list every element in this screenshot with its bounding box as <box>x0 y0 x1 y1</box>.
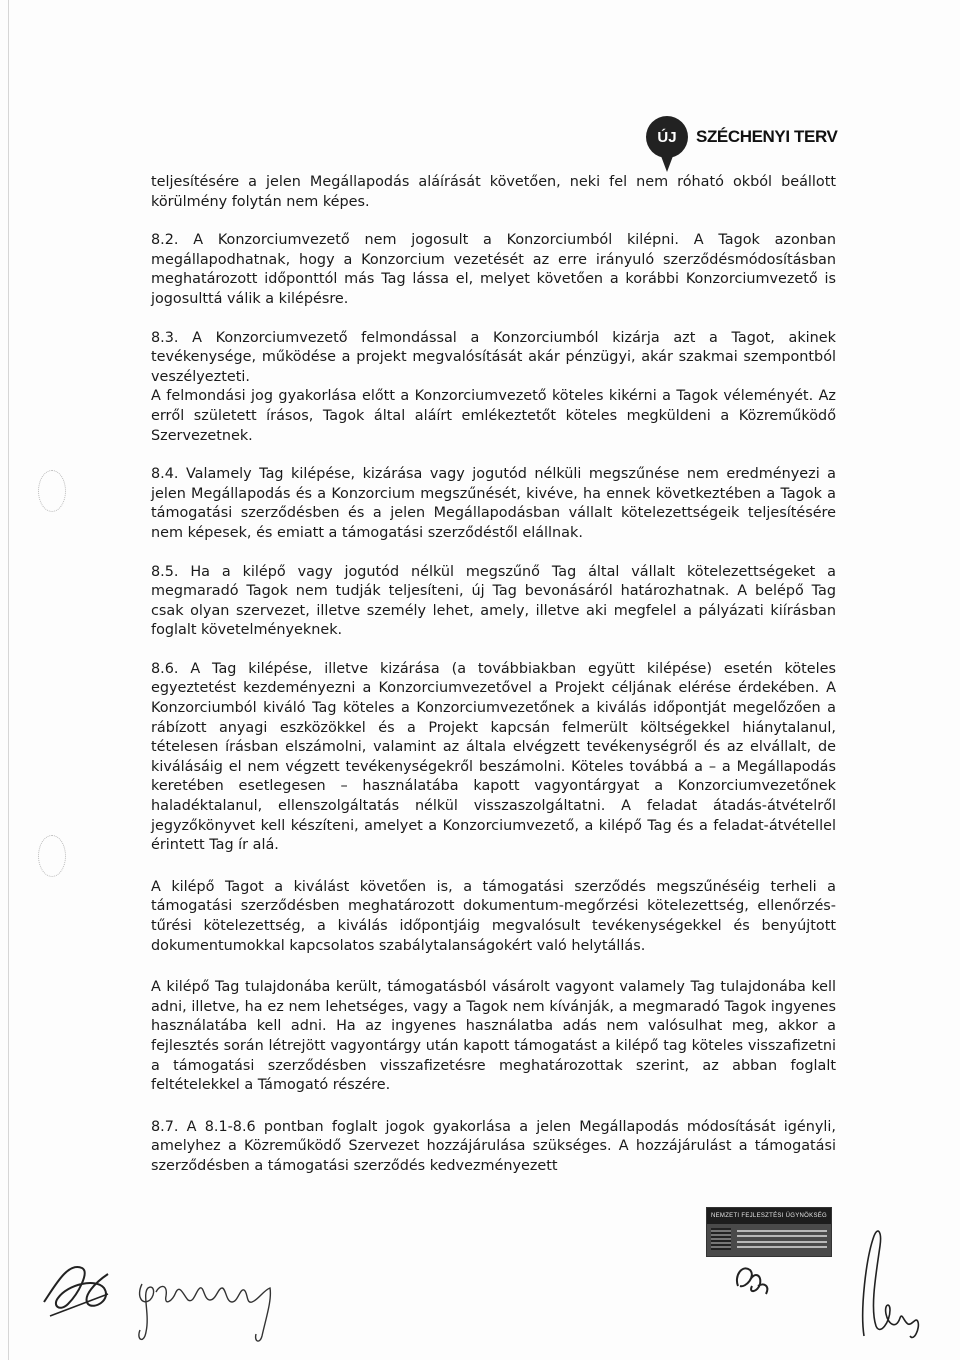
szechenyi-terv-logo <box>646 116 837 158</box>
paragraph-8-6: 8.6. A Tag kilépése, illetve kizárása (a továbbiakban együtt kilépése) esetén köteles egyeztetést kezdeményezni a Konzorciumvezetővel a Projekt céljának elérése érdekében. A Konzorciumból kiváló Tag köteles a Konzorciumvezetőnek a kiválás időpontját megelőzően a rábízott anyagi eszközökkel és a Projekt kapcsán felmerült költségekkel hiánytalanul, tételesen írásban elszámolni, valamint az általa elvégzett tevékenységről és az elvállalt, de kiválásáig el nem végzett tevékenységekről beszámolni. Köteles továbbá a – a Megállapodás keretében esetlegesen – használatába kapott vagyontárgyat a Konzorciumvezetőnek haladéktalanul, ellenszolgáltatás nélkül visszaszolgáltatni. A feladat átadás-átvételről jegyzőkönyvet kell készíteni, amelyet a Konzorciumvezető, a kilépő Tag és a feladat-átvétellel érintett Tag ír alá. <box>151 660 836 854</box>
plaque-small-print <box>737 1228 827 1250</box>
document-body <box>151 173 836 1177</box>
paragraph-8-2: 8.2. A Konzorciumvezető nem jogosult a Konzorciumból kilépni. A Tagok azonban megállapodhatnak, hogy a Konzorcium vezetését az erre irányuló szerződésmódosításban meghatározott időponttól más Tag lássa el, melyet követően a korábbi Konzorciumvezető is jogosulttá válik a kilépésre. <box>151 232 836 307</box>
page-edge-line <box>8 0 9 1360</box>
eu-funding-plaque <box>706 1207 832 1257</box>
paragraph-continuation: teljesítésére a jelen Megállapodás aláírását követően, neki fel nem róható okból beállott körülmény folytán nem képes. <box>151 174 836 210</box>
flag-icon <box>711 1228 731 1250</box>
paragraph-8-3: 8.3. A Konzorciumvezető felmondással a Konzorciumból kizárja azt a Tagot, akinek tevékenysége, működése a projekt megvalósítását akár pénzügyi, akár szakmai szempontból veszélyezteti. <box>151 329 836 385</box>
signature-left <box>38 1244 298 1354</box>
paragraph-8-3-cont: A felmondási jog gyakorlása előtt a Konzorciumvezető köteles kikérni a Tagok véleményét. Az erről született írásos, Tagok által aláírt emlékeztetőt köteles megküldeni a Közreműködő Szervezetnek. <box>151 388 836 444</box>
plaque-title: NEMZETI FEJLESZTÉSI ÜGYNÖKSÉG <box>707 1208 831 1224</box>
logo-text: SZÉCHENYI TERV <box>696 127 838 146</box>
paragraph-8-6-c: A kilépő Tag tulajdonába került, támogatásból vásárolt vagyont valamely Tag tulajdonába kell adni, illetve, ha ez nem lehetséges, vagy a Tagok nem kívánják, a megmaradó Tagok ingyenes használatába kell adni. Ha az ingyenes használatba adás nem valósulhat meg, akkor a fejlesztés során létrejött vagyontárgy után kapott támogatást a kilépő tag köteles visszafizetni a támogatási szerződésben visszafizetésre meghatározottak szerint, az abban foglalt feltételekkel a Támogató részére. <box>151 979 836 1094</box>
signature-right <box>856 1218 936 1348</box>
punch-hole <box>38 835 66 877</box>
paragraph-8-7: 8.7. A 8.1-8.6 pontban foglalt jogok gyakorlása a jelen Megállapodás módosítását igényli, amelyhez a Közreműködő Szervezet hozzájárulása szükséges. A hozzájárulást a támogatási szerződésben a támogatási szerződés kedvezményezett <box>151 1118 836 1174</box>
logo-pin-icon: ÚJ <box>646 116 688 158</box>
paragraph-8-5: 8.5. Ha a kilépő vagy jogutód nélkül megszűnő Tag által vállalt kötelezettségeket a megmaradó Tagok nem tudják teljesíteni, új Tag bevonásáról határozhatnak. A belépő Tag csak olyan szervezet, illetve személy lehet, amely, illetve aki megfelel a pályázati kiírásban foglalt követelményeknek. <box>151 563 836 639</box>
initials-mark <box>728 1256 778 1304</box>
paragraph-8-6-b: A kilépő Tagot a kiválást követően is, a támogatási szerződés megszűnéséig terheli a támogatási szerződésben meghatározott dokumentum-megőrzési kötelezettség, ellenőrzés-tűrési kötelezettség, a kiválás időpontjáig megvalósult tevékenységekkel és benyújtott dokumentumokkal kapcsolatos szabálytalanságokért való helytállás. <box>151 878 836 954</box>
paragraph-8-4: 8.4. Valamely Tag kilépése, kizárása vagy jogutód nélküli megszűnése nem eredményezi a jelen Megállapodás és a Konzorcium megszűnését, kivéve, ha ennek következtében a Tagok a támogatási szerződésben és a jelen Megállapodásban vállalt kötelezettségeik teljesítésére nem képesek, és emiatt a támogatási szerződéstől elállnak. <box>151 466 836 541</box>
plaque-body <box>707 1224 831 1254</box>
punch-hole <box>38 470 66 512</box>
